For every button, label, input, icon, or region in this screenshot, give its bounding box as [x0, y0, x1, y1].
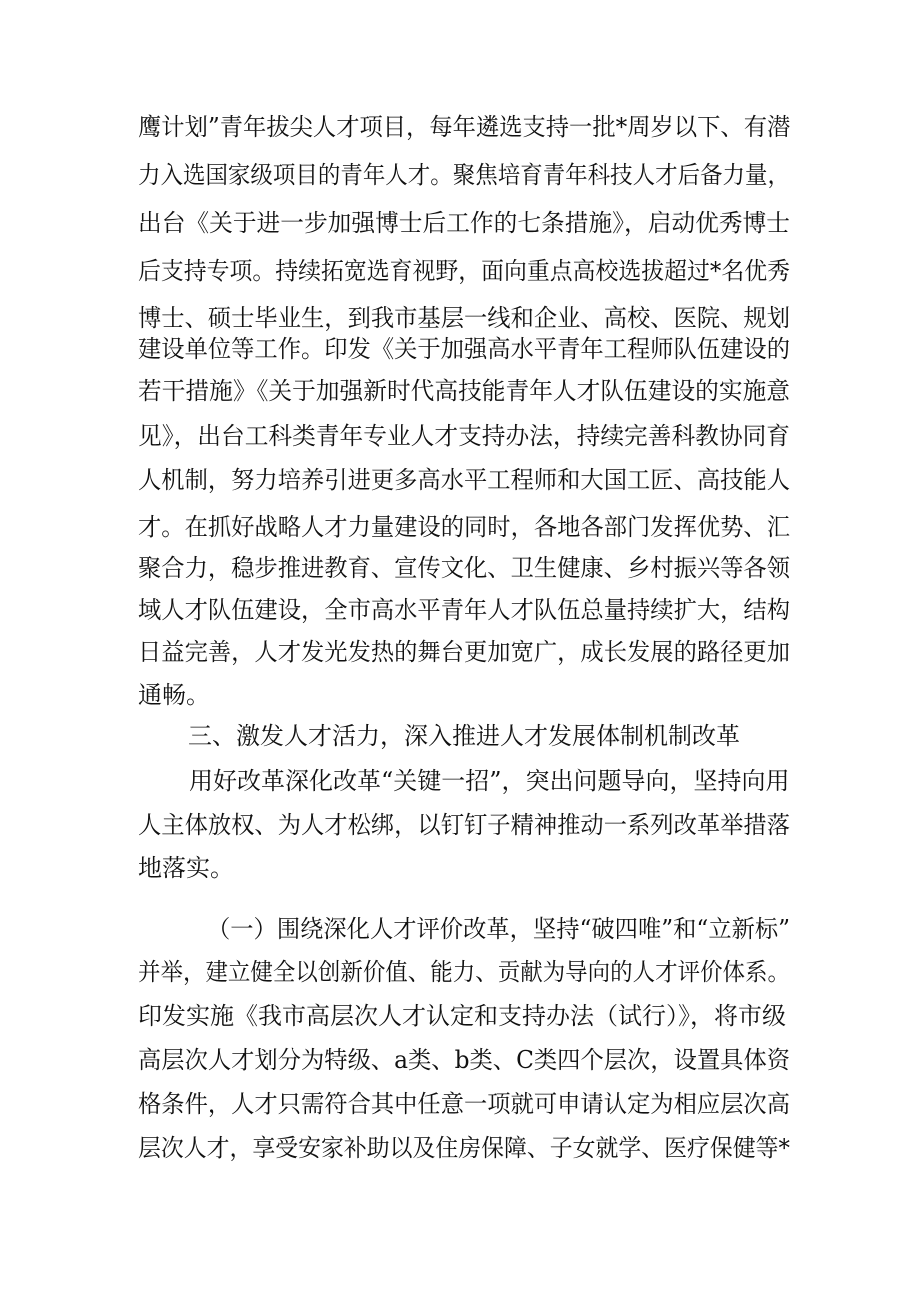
body-text-line: 聚合力，稳步推进教育、宣传文化、卫生健康、乡村振兴等各领	[138, 554, 790, 582]
body-text-line: 博士、硕士毕业生，到我市基层一线和企业、高校、医院、规划	[138, 304, 790, 332]
body-text-line: 才。在抓好战略人才力量建设的同时，各地各部门发挥优势、汇	[138, 513, 790, 541]
section-heading: 三、激发人才活力，深入推进人才发展体制机制改革	[188, 722, 740, 750]
body-text-line: 见》，出台工科类青年专业人才支持办法，持续完善科教协同育	[138, 422, 790, 450]
body-text-line: 地落实。	[138, 854, 234, 882]
subsection-text-line: （一）围绕深化人才评价改革，坚持“破四唯”和“立新标”	[207, 915, 791, 943]
body-text-line: 高层次人才划分为特级、a类、b类、C类四个层次，设置具体资	[138, 1046, 791, 1074]
body-text-line: 印发实施《我市高层次人才认定和支持办法（试行）》，将市级	[138, 1002, 786, 1030]
body-text-line: 鹰计划”青年拔尖人才项目，每年遴选支持一批*周岁以下、有潜	[138, 113, 791, 141]
body-text-line: 并举，建立健全以创新价值、能力、贡献为导向的人才评价体系。	[138, 958, 790, 986]
body-text-line: 出台《关于进一步加强博士后工作的七条措施》，启动优秀博士	[138, 209, 790, 237]
body-text-line: 人主体放权、为人才松绑，以钉钉子精神推动一系列改革举措落	[138, 811, 790, 839]
body-text-line: 域人才队伍建设，全市高水平青年人才队伍总量持续扩大，结构	[138, 596, 790, 624]
body-text-line: 通畅。	[138, 681, 210, 709]
body-text-line: 格条件，人才只需符合其中任意一项就可申请认定为相应层次高	[138, 1090, 790, 1118]
body-text-line: 用好改革深化改革“关键一招”，突出问题导向，坚持向用	[189, 767, 790, 795]
body-text-line: 层次人才，享受安家补助以及住房保障、子女就学、医疗保健等*	[138, 1134, 790, 1162]
body-text-line: 人机制，努力培养引进更多高水平工程师和大国工匠、高技能人	[138, 466, 790, 494]
body-text-line: 日益完善，人才发光发热的舞台更加宽广，成长发展的路径更加	[138, 638, 790, 666]
body-text-line: 建设单位等工作。印发《关于加强高水平青年工程师队伍建设的	[138, 335, 790, 363]
body-text-line: 力入选国家级项目的青年人才。聚焦培育青年科技人才后备力量，	[138, 161, 790, 189]
body-text-line: 若干措施》《关于加强新时代高技能青年人才队伍建设的实施意	[138, 377, 790, 405]
body-text-line: 后支持专项。持续拓宽选育视野，面向重点高校选拔超过*名优秀	[138, 257, 790, 285]
